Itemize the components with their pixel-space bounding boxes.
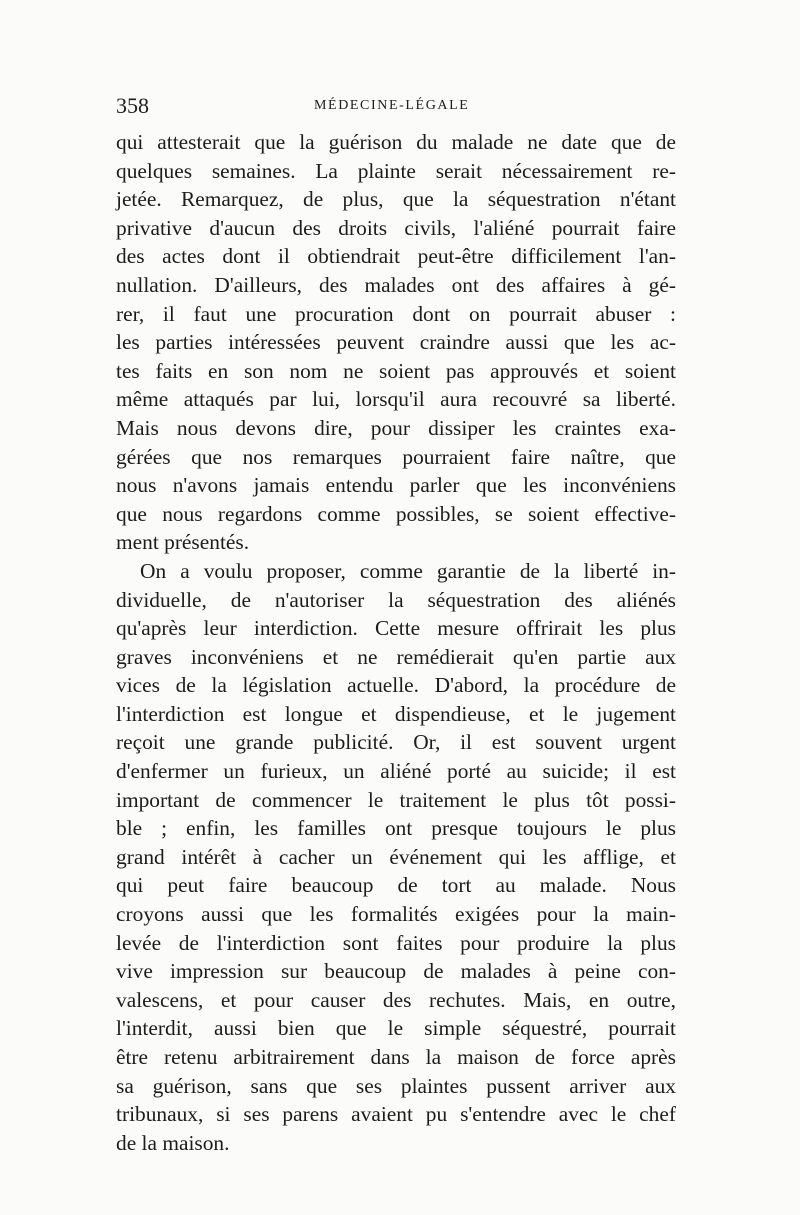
text-line: d'enfermer un furieux, un aliéné porté au suicide; il est (116, 759, 676, 784)
text-line: levée de l'interdiction sont faites pour produire la plus (116, 930, 676, 955)
text-line: l'interdit, aussi bien que le simple séquestré, pourrait (116, 1016, 676, 1041)
text-line: gérées que nos remarques pourraient faire naître, que (116, 444, 676, 469)
text-line: qu'après leur interdiction. Cette mesure offrirait les plus (116, 616, 676, 641)
text-line: que nous regardons comme possibles, se soient effective- (116, 501, 676, 526)
text-line: même attaqués par lui, lorsqu'il aura recouvré sa liberté. (116, 387, 676, 412)
text-line: ble ; enfin, les familles ont presque toujours le plus (116, 816, 676, 841)
page-number: 358 (116, 93, 149, 118)
text-line: nullation. D'ailleurs, des malades ont des affaires à gé- (116, 272, 676, 297)
text-line: jetée. Remarquez, de plus, que la séquestration n'étant (116, 187, 676, 212)
paragraph-end-line: de la maison. (116, 1130, 230, 1155)
text-line: qui peut faire beaucoup de tort au malade. Nous (116, 873, 676, 898)
text-line: les parties intéressées peuvent craindre aussi que les ac- (116, 330, 676, 355)
text-line: quelques semaines. La plainte serait nécessairement re- (116, 158, 676, 183)
text-line: important de commencer le traitement le plus tôt possi- (116, 787, 676, 812)
paragraph-start-line: On a voulu proposer, comme garantie de la liberté in- (140, 558, 676, 583)
text-line: privative d'aucun des droits civils, l'aliéné pourrait faire (116, 215, 676, 240)
text-line: graves inconvéniens et ne remédierait qu'en partie aux (116, 644, 676, 669)
text-line: nous n'avons jamais entendu parler que les inconvéniens (116, 473, 676, 498)
text-line: être retenu arbitrairement dans la maison de force après (116, 1045, 676, 1069)
text-line: croyons aussi que les formalités exigées pour la main- (116, 902, 676, 927)
running-head (116, 92, 676, 120)
text-line: des actes dont il obtiendrait peut-être difficilement l'an- (116, 244, 676, 269)
text-line: grand intérêt à cacher un événement qui les afflige, et (116, 844, 676, 869)
text-line: vive impression sur beaucoup de malades à peine con- (116, 959, 676, 984)
paragraph-end-line: ment présentés. (116, 530, 250, 555)
text-line: reçoit une grande publicité. Or, il est souvent urgent (116, 730, 676, 755)
text-line: Mais nous devons dire, pour dissiper les craintes exa- (116, 415, 676, 440)
text-line: sa guérison, sans que ses plaintes pussent arriver aux (116, 1073, 676, 1098)
text-line: l'interdiction est longue et dispendieuse, et le jugement (116, 701, 676, 726)
running-title: MÉDECINE-LÉGALE (314, 98, 470, 113)
text-line: vices de la législation actuelle. D'abord, la procédure de (116, 673, 676, 698)
text-line: valescens, et pour causer des rechutes. Mais, en outre, (116, 987, 676, 1012)
text-line: tribunaux, si ses parens avaient pu s'entendre avec le chef (116, 1102, 676, 1127)
text-line: qui attesterait que la guérison du malade ne date que de (116, 130, 676, 154)
text-line: tes faits en son nom ne soient pas approuvés et soient (116, 358, 676, 383)
text-line: rer, il faut une procuration dont on pourrait abuser : (116, 301, 676, 326)
text-line: dividuelle, de n'autoriser la séquestration des aliénés (116, 587, 676, 612)
body-text (116, 128, 676, 1157)
